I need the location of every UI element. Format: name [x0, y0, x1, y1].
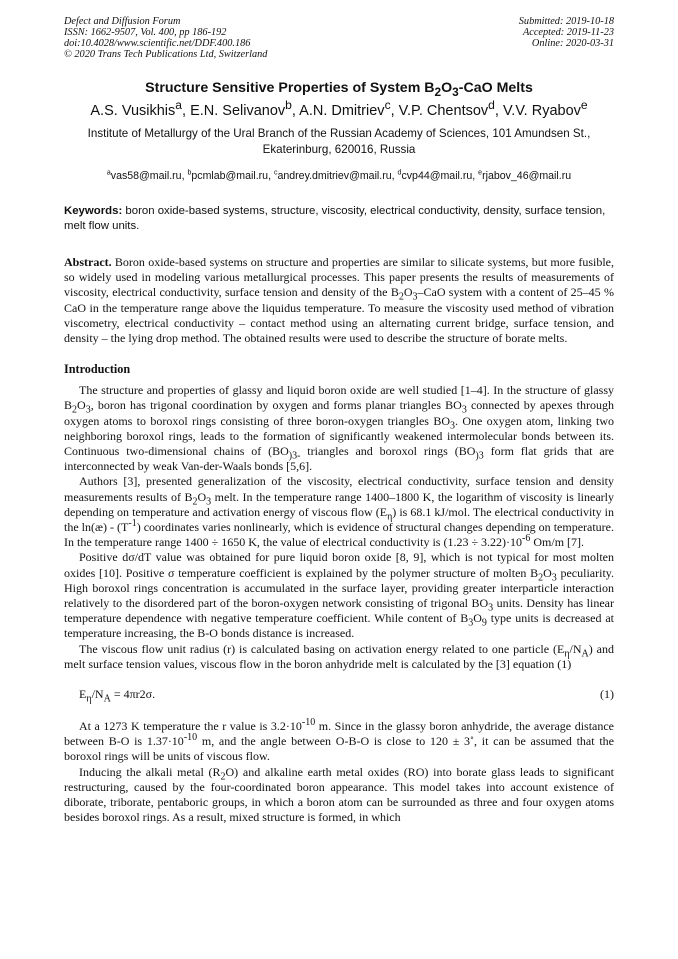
author-name: E.N. Selivanov [190, 103, 286, 119]
author-emails: $^a$vas58@mail.ru, $^b$pcmlab@mail.ru, $^c$andrey.dmitriev@mail.ru, $^d$cvp44@mail.ru, $^e$rjabov_46@mail.ru [106, 169, 572, 182]
email-link[interactable]: pcmlab@mail.ru [191, 170, 269, 182]
author-list: A.S. Vusikhis$^a$, E.N. Selivanov$^b$, A.N. Dmitriev$^c$, V.P. Chentsov$^d$, V.V. Ryabov$^e$ [90, 98, 588, 119]
email-link[interactable]: vas58@mail.ru [110, 170, 182, 182]
keywords-text: boron oxide-based systems, structure, viscosity, electrical conductivity, density, surface tension, melt flow units. [64, 205, 606, 232]
author-name: V.P. Chentsov [398, 103, 489, 119]
intro-paragraph-1: The structure and properties of glassy and liquid boron oxide are well studied [1–4]. In the structure of glassy $B_2O_3$, boron has trigonal coordination by oxygen and forms planar triangles $BO_3$ connected by apexes through oxygen atoms to boroxol rings consisting of three boron-oxygen triangles $BO_3$. One oxygen atom, linking two neighboring boroxol rings, leads to the formation of significantly weakened intermolecular bonds between its. Continuous two-dimensional chains of ($BO_{)3-}$ triangles and boroxol rings ($BO_{)3}$ form flat grids that are interconnected by weak Van-der-Waals bonds [5,6]. [64, 383, 614, 474]
affiliation: Institute of Metallurgy of the Ural Branch of the Russian Academy of Sciences, 101 Amundsen St., Ekaterinburg, 620016, Russia [87, 127, 591, 156]
intro-paragraph-2: Authors [3], presented generalization of the viscosity, electrical conductivity, surface tension and density measurements results of $B_2O_3$ melt. In the temperature range 1400–1800 K, the logarithm of viscosity is linearly depending on temperature and activation energy of viscous flow $(E_\eta)$ is 68.1 kJ/mol. The electrical conductivity in the ln(æ) - $(T^{-1})$ coordinates varies nonlinearly, which is evidence of structural changes depending on temperature. In the temperature range 1400 ÷ 1650 K, the value of electrical conductivity is $(1.23 \div 3.22)\cdot 10^{-6}$ Om/m [7]. [64, 474, 615, 550]
equation-body: $E_\eta/N_A = 4\pi r2\sigma$. [79, 687, 156, 705]
journal-doi[interactable]: doi:10.4028/www.scientific.net/DDF.400.186 [64, 38, 251, 49]
email-link[interactable]: cvp44@mail.ru [401, 170, 473, 182]
author-name: A.S. Vusikhis [90, 103, 176, 119]
abstract-label: Abstract. [64, 255, 112, 269]
paper-title: Structure Sensitive Properties of System $B_2O_3$-CaO Melts [145, 80, 533, 99]
keywords-label: Keywords: [64, 205, 123, 217]
intro-paragraph-6: Inducing the alkali metal $(R_2O)$ and alkaline earth metal oxides (RO) into borate glass leads to significant restructuring, caused by the four-coordinated boron appearance. This model takes into account existence of diborate, triborate, pentaboric groups, in which a boron atom can be surrounded as three and four oxygen atoms besides boroxol rings. As a result, mixed structure is formed, in which [64, 764, 614, 825]
journal-issn: ISSN: 1662-9507, Vol. 400, pp 186-192 [64, 27, 227, 38]
accepted-date: Accepted: 2019-11-23 [522, 27, 614, 38]
journal-info [64, 16, 267, 60]
section-heading-introduction: Introduction [64, 362, 131, 377]
submitted-date: Submitted: 2019-10-18 [518, 16, 614, 27]
email-link[interactable]: andrey.dmitriev@mail.ru [277, 170, 392, 182]
author-name: V.V. Ryabov [502, 103, 581, 119]
journal-header [64, 16, 614, 60]
intro-paragraph-4: The viscous flow unit radius (r) is calculated basing on activation energy related to one particle $(E_\eta/N_A)$ and melt surface tension values, viscous flow in the boron anhydride melt is calculated by the [3] equation (1) [64, 641, 615, 671]
equation-number: (1) [600, 687, 614, 702]
keywords [64, 204, 614, 234]
intro-paragraph-5: At a 1273 K temperature the r value is $3.2\cdot 10^{-10}$ m. Since in the glassy boron anhydride, the average distance between B-O is $1.37\cdot 10^{-10}$ m, and the angle between O-B-O is close to 120 ± 3˚, it can be assumed that the boroxol rings will be units of viscous flow. [64, 717, 615, 764]
email-link[interactable]: rjabov_46@mail.ru [482, 170, 572, 182]
journal-name: Defect and Diffusion Forum [64, 16, 181, 27]
submission-dates [519, 16, 614, 60]
online-date: Online: 2020-03-31 [531, 38, 614, 49]
intro-paragraph-3: Positive dσ/dT value was obtained for pure liquid boron oxide [8, 9], which is not typical for most molten oxides [10]. Positive σ temperature coefficient is explained by the polymer structure of molten $B_2O_3$ peculiarity. High boroxol rings concentration is accumulated in the surface layer, providing greater interparticle interaction relatively to the disordered part of the boron-oxygen network consisting of trigonal $BO_3$ units. Density has linear temperature dependence with negative temperature coefficient. While content of $B_3O_9$ type units is decreased at temperature increasing, the B-O bonds distance is increased. [64, 550, 615, 641]
abstract: Abstract. Boron oxide-based systems on structure and properties are similar to silicate systems, but more fusible, so widely used in modeling various metallurgical processes. This paper presents the results of measurements of viscosity, electrical conductivity, surface tension and density of the $B_2O_3$–CaO system with a content of 25–45 % CaO in the temperature range above the liquidus temperature. To measure the viscosity used method of vibration viscometry, electrical conductivity – contact method using an alternating current bridge, surface tension, and density – the lying drop method. The obtained results were used to describe the structure of borate melts. [64, 255, 614, 346]
journal-copyright: © 2020 Trans Tech Publications Ltd, Switzerland [64, 49, 268, 60]
equation-1 [79, 687, 614, 705]
author-name: A.N. Dmitriev [299, 103, 385, 119]
